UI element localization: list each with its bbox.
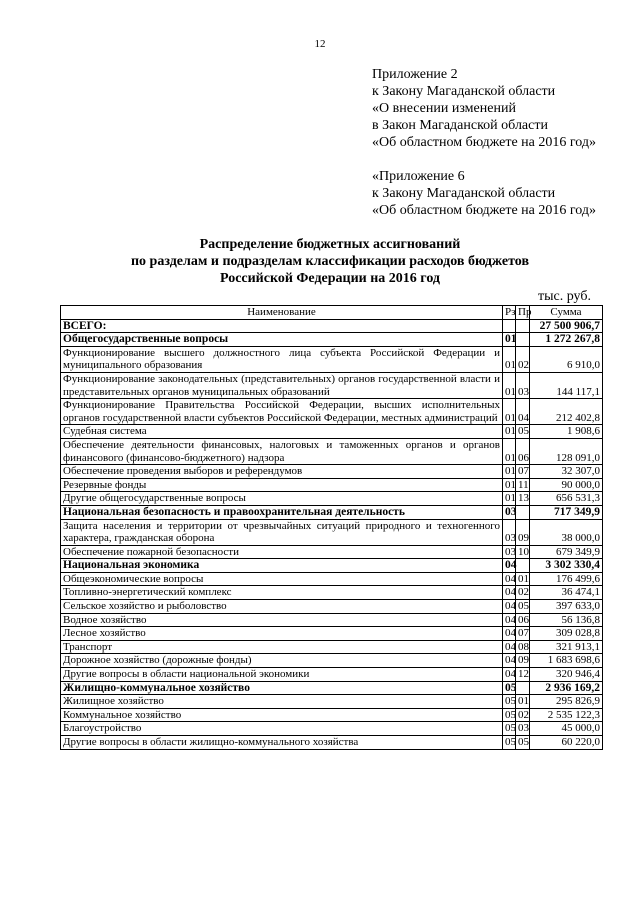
cell-rz: 04 xyxy=(503,654,516,668)
cell-rz: 04 xyxy=(503,572,516,586)
cell-name: Резервные фонды xyxy=(61,478,503,492)
cell-sum: 295 826,9 xyxy=(530,695,603,709)
cell-rz: 01 xyxy=(503,438,516,464)
cell-pr: 05 xyxy=(516,736,530,750)
table-row xyxy=(61,654,603,668)
cell-pr: 02 xyxy=(516,346,530,372)
cell-rz: 04 xyxy=(503,668,516,682)
table-row xyxy=(61,319,603,333)
cell-name: Дорожное хозяйство (дорожные фонды) xyxy=(61,654,503,668)
cell-pr xyxy=(516,681,530,695)
budget-table-body xyxy=(61,306,603,750)
cell-pr: 04 xyxy=(516,399,530,425)
cell-pr: 08 xyxy=(516,640,530,654)
cell-name: Лесное хозяйство xyxy=(61,627,503,641)
cell-name: ВСЕГО: xyxy=(61,319,503,333)
table-row xyxy=(61,559,603,573)
cell-rz: 05 xyxy=(503,736,516,750)
page-number: 12 xyxy=(314,38,326,50)
table-row xyxy=(61,399,603,425)
table-row xyxy=(61,722,603,736)
cell-rz: 04 xyxy=(503,600,516,614)
table-row xyxy=(61,681,603,695)
appendix-line: Приложение 2 xyxy=(372,67,458,82)
table-row xyxy=(61,438,603,464)
cell-name: Другие общегосударственные вопросы xyxy=(61,492,503,506)
cell-name: Транспорт xyxy=(61,640,503,654)
cell-name: Жилищное хозяйство xyxy=(61,695,503,709)
cell-pr: 06 xyxy=(516,438,530,464)
table-row xyxy=(61,736,603,750)
header-rz: Рз xyxy=(503,306,516,320)
cell-pr xyxy=(516,559,530,573)
table-row xyxy=(61,695,603,709)
cell-rz: 03 xyxy=(503,545,516,559)
table-row xyxy=(61,346,603,372)
cell-sum: 176 499,6 xyxy=(530,572,603,586)
cell-sum: 90 000,0 xyxy=(530,478,603,492)
cell-rz: 04 xyxy=(503,640,516,654)
cell-name: Обеспечение проведения выборов и референдумов xyxy=(61,465,503,479)
cell-pr: 05 xyxy=(516,600,530,614)
cell-rz: 03 xyxy=(503,519,516,545)
cell-sum: 2 936 169,2 xyxy=(530,681,603,695)
table-row xyxy=(61,492,603,506)
cell-name: Общеэкономические вопросы xyxy=(61,572,503,586)
table-row xyxy=(61,478,603,492)
cell-sum: 1 908,6 xyxy=(530,425,603,439)
cell-pr xyxy=(516,333,530,347)
cell-rz: 01 xyxy=(503,465,516,479)
cell-sum: 45 000,0 xyxy=(530,722,603,736)
title-line: Российской Федерации на 2016 год xyxy=(219,271,440,286)
cell-name: Другие вопросы в области жилищно-коммунального хозяйства xyxy=(61,736,503,750)
table-row xyxy=(61,640,603,654)
appendix-line: к Закону Магаданской области xyxy=(372,186,556,201)
cell-name: Общегосударственные вопросы xyxy=(61,333,503,347)
cell-sum: 3 302 330,4 xyxy=(530,559,603,573)
document-title xyxy=(60,236,600,287)
cell-pr: 06 xyxy=(516,613,530,627)
table-row xyxy=(61,372,603,398)
cell-pr xyxy=(516,319,530,333)
cell-sum: 27 500 906,7 xyxy=(530,319,603,333)
cell-name: Водное хозяйство xyxy=(61,613,503,627)
cell-rz: 05 xyxy=(503,695,516,709)
cell-sum: 36 474,1 xyxy=(530,586,603,600)
cell-sum: 397 633,0 xyxy=(530,600,603,614)
cell-pr: 09 xyxy=(516,654,530,668)
cell-name: Судебная система xyxy=(61,425,503,439)
cell-name: Коммунальное хозяйство xyxy=(61,708,503,722)
cell-rz: 04 xyxy=(503,586,516,600)
cell-sum: 32 307,0 xyxy=(530,465,603,479)
cell-pr: 05 xyxy=(516,425,530,439)
cell-name: Благоустройство xyxy=(61,722,503,736)
cell-pr: 12 xyxy=(516,668,530,682)
appendix-line: «О внесении изменений xyxy=(372,101,516,116)
budget-table xyxy=(60,305,603,750)
cell-rz xyxy=(503,319,516,333)
cell-sum: 320 946,4 xyxy=(530,668,603,682)
table-row xyxy=(61,333,603,347)
appendix-line: «Об областном бюджете на 2016 год» xyxy=(372,203,596,218)
title-line: по разделам и подразделам классификации расходов бюджетов xyxy=(130,254,530,269)
cell-pr: 03 xyxy=(516,722,530,736)
cell-pr: 02 xyxy=(516,708,530,722)
header-sum: Сумма xyxy=(530,306,603,320)
table-row xyxy=(61,586,603,600)
cell-rz: 04 xyxy=(503,559,516,573)
appendix-line: «Об областном бюджете на 2016 год» xyxy=(372,135,596,150)
cell-name: Национальная безопасность и правоохранительная деятельность xyxy=(61,505,503,519)
cell-pr: 01 xyxy=(516,572,530,586)
cell-name: Жилищно-коммунальное хозяйство xyxy=(61,681,503,695)
cell-sum: 717 349,9 xyxy=(530,505,603,519)
cell-pr: 10 xyxy=(516,545,530,559)
cell-pr: 11 xyxy=(516,478,530,492)
cell-sum: 679 349,9 xyxy=(530,545,603,559)
cell-pr: 03 xyxy=(516,372,530,398)
appendix-line: к Закону Магаданской области xyxy=(372,84,556,99)
cell-rz: 03 xyxy=(503,505,516,519)
appendix-line: в Закон Магаданской области xyxy=(372,118,548,133)
cell-name: Защита населения и территории от чрезвычайных ситуаций природного и техногенного характера, гражданская оборона xyxy=(61,519,503,545)
unit-label: тыс. руб. xyxy=(538,289,591,304)
cell-name: Функционирование законодательных (представительных) органов государственной власти и представительных органов муниципальных образований xyxy=(61,372,503,398)
cell-name: Обеспечение пожарной безопасности xyxy=(61,545,503,559)
title-line: Распределение бюджетных ассигнований xyxy=(199,237,461,252)
table-row xyxy=(61,519,603,545)
cell-rz: 01 xyxy=(503,372,516,398)
cell-rz: 05 xyxy=(503,681,516,695)
cell-sum: 144 117,1 xyxy=(530,372,603,398)
cell-sum: 6 910,0 xyxy=(530,346,603,372)
cell-sum: 38 000,0 xyxy=(530,519,603,545)
cell-sum: 212 402,8 xyxy=(530,399,603,425)
cell-pr: 09 xyxy=(516,519,530,545)
cell-rz: 01 xyxy=(503,425,516,439)
table-row xyxy=(61,545,603,559)
appendix-note xyxy=(372,66,596,219)
cell-sum: 1 272 267,8 xyxy=(530,333,603,347)
table-row xyxy=(61,425,603,439)
cell-sum: 2 535 122,3 xyxy=(530,708,603,722)
table-row xyxy=(61,613,603,627)
table-row xyxy=(61,465,603,479)
cell-rz: 01 xyxy=(503,478,516,492)
cell-rz: 04 xyxy=(503,627,516,641)
cell-name: Топливно-энергетический комплекс xyxy=(61,586,503,600)
table-row xyxy=(61,627,603,641)
cell-pr: 07 xyxy=(516,627,530,641)
appendix-spacer xyxy=(372,151,596,168)
cell-sum: 656 531,3 xyxy=(530,492,603,506)
cell-name: Функционирование высшего должностного лица субъекта Российской Федерации и муниципального образования xyxy=(61,346,503,372)
cell-rz: 01 xyxy=(503,492,516,506)
cell-name: Функционирование Правительства Российской Федерации, высших исполнительных органов государственной власти субъектов Российской Федерации, местных администраций xyxy=(61,399,503,425)
cell-rz: 01 xyxy=(503,346,516,372)
cell-rz: 05 xyxy=(503,722,516,736)
cell-sum: 128 091,0 xyxy=(530,438,603,464)
cell-rz: 01 xyxy=(503,333,516,347)
cell-name: Другие вопросы в области национальной экономики xyxy=(61,668,503,682)
cell-sum: 309 028,8 xyxy=(530,627,603,641)
table-row xyxy=(61,668,603,682)
cell-sum: 321 913,1 xyxy=(530,640,603,654)
header-pr: Пр xyxy=(516,306,530,320)
table-row xyxy=(61,708,603,722)
cell-sum: 60 220,0 xyxy=(530,736,603,750)
cell-pr xyxy=(516,505,530,519)
cell-name: Сельское хозяйство и рыболовство xyxy=(61,600,503,614)
cell-rz: 05 xyxy=(503,708,516,722)
cell-rz: 01 xyxy=(503,399,516,425)
cell-pr: 02 xyxy=(516,586,530,600)
table-header-row xyxy=(61,306,603,320)
cell-name: Обеспечение деятельности финансовых, налоговых и таможенных органов и органов финансового (финансово-бюджетного) надзора xyxy=(61,438,503,464)
cell-rz: 04 xyxy=(503,613,516,627)
table-row xyxy=(61,600,603,614)
cell-pr: 07 xyxy=(516,465,530,479)
table-row xyxy=(61,505,603,519)
cell-sum: 1 683 698,6 xyxy=(530,654,603,668)
cell-sum: 56 136,8 xyxy=(530,613,603,627)
cell-pr: 13 xyxy=(516,492,530,506)
appendix-line: «Приложение 6 xyxy=(372,169,465,184)
cell-name: Национальная экономика xyxy=(61,559,503,573)
header-name: Наименование xyxy=(61,306,503,320)
cell-pr: 01 xyxy=(516,695,530,709)
table-row xyxy=(61,572,603,586)
